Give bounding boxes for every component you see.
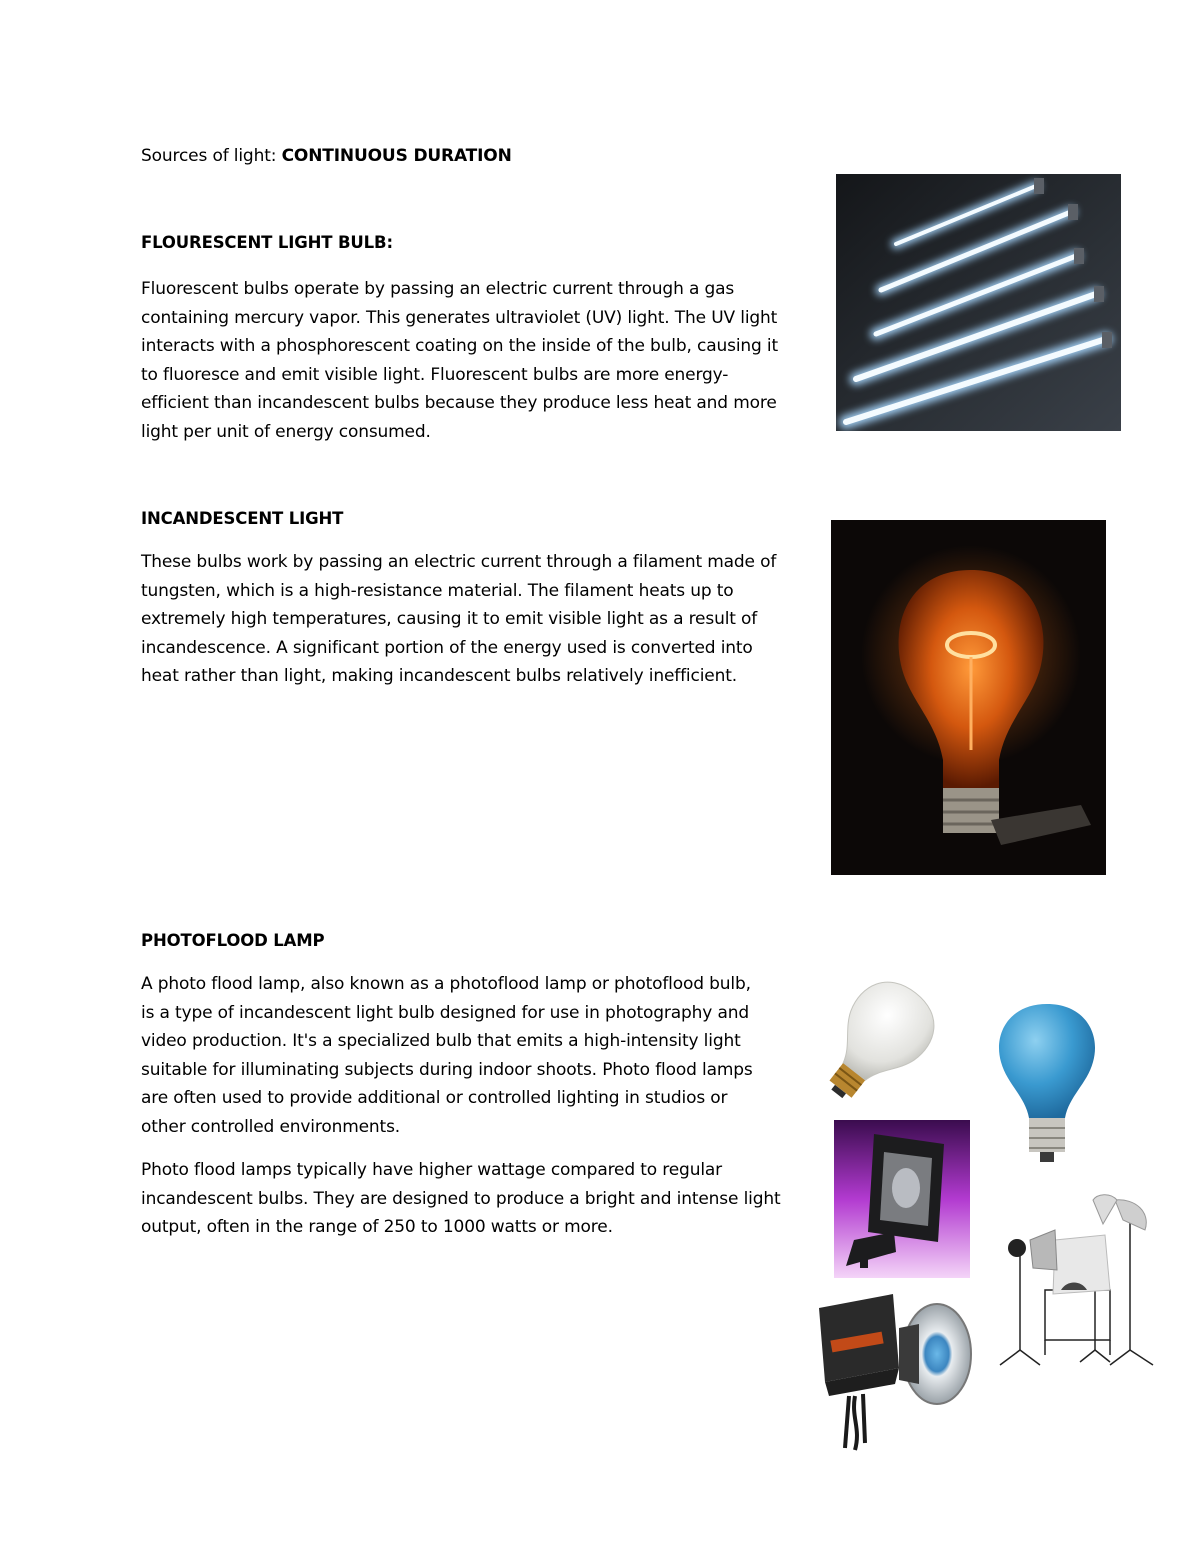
fluorescent-tubes-photo: [836, 174, 1121, 431]
text-line: incandescence. A significant portion of the energy used is converted into: [141, 637, 753, 658]
paragraph-incandescent: [141, 548, 811, 691]
flood-fixture-photo: [834, 1120, 970, 1278]
text-line: to fluoresce and emit visible light. Fluorescent bulbs are more energy-: [141, 364, 729, 385]
incandescent-bulb-photo: [831, 520, 1106, 875]
heading-fluorescent: FLOURESCENT LIGHT BULB:: [141, 233, 393, 252]
text-line: is a type of incandescent light bulb designed for use in photography and: [141, 1002, 749, 1023]
text-line: incandescent bulbs. They are designed to produce a bright and intense light: [141, 1188, 781, 1209]
frosted-bulb-photo: [805, 975, 945, 1115]
text-line: video production. It's a specialized bulb that emits a high-intensity light: [141, 1031, 741, 1052]
text-line: extremely high temperatures, causing it to emit visible light as a result of: [141, 609, 758, 630]
text-line: other controlled environments.: [141, 1116, 401, 1137]
text-line: output, often in the range of 250 to 1000 watts or more.: [141, 1217, 613, 1238]
text-line: tungsten, which is a high-resistance material. The filament heats up to: [141, 580, 734, 601]
text-line: suitable for illuminating subjects during indoor shoots. Photo flood lamps: [141, 1059, 753, 1080]
text-line: interacts with a phosphorescent coating on the inside of the bulb, causing it: [141, 336, 779, 357]
paragraph-photoflood-1: [141, 970, 811, 1142]
studio-strobe-photo: [815, 1288, 975, 1453]
text-line: Photo flood lamps typically have higher wattage compared to regular: [141, 1160, 722, 1180]
heading-incandescent: INCANDESCENT LIGHT: [141, 509, 344, 528]
paragraph-fluorescent: [141, 275, 811, 447]
text-line: containing mercury vapor. This generates ultraviolet (UV) light. The UV light: [141, 307, 778, 328]
text-line: A photo flood lamp, also known as a photoflood lamp or photoflood bulb,: [141, 974, 751, 994]
text-line: Fluorescent bulbs operate by passing an electric current through a gas: [141, 279, 735, 299]
text-line: are often used to provide additional or controlled lighting in studios or: [141, 1088, 728, 1109]
document-title: [141, 142, 512, 171]
text-line: These bulbs work by passing an electric current through a filament made of: [141, 552, 777, 572]
paragraph-photoflood-2: [141, 1156, 811, 1242]
studio-lights-photo: [975, 1190, 1160, 1370]
text-line: efficient than incandescent bulbs because they produce less heat and more: [141, 393, 777, 414]
text-line: heat rather than light, making incandescent bulbs relatively inefficient.: [141, 666, 737, 687]
blue-bulb-photo: [985, 1000, 1105, 1175]
heading-photoflood: PHOTOFLOOD LAMP: [141, 931, 325, 950]
title-prefix: Sources of light:: [141, 146, 277, 166]
text-line: light per unit of energy consumed.: [141, 421, 431, 442]
title-emphasis: CONTINUOUS DURATION: [281, 146, 512, 166]
